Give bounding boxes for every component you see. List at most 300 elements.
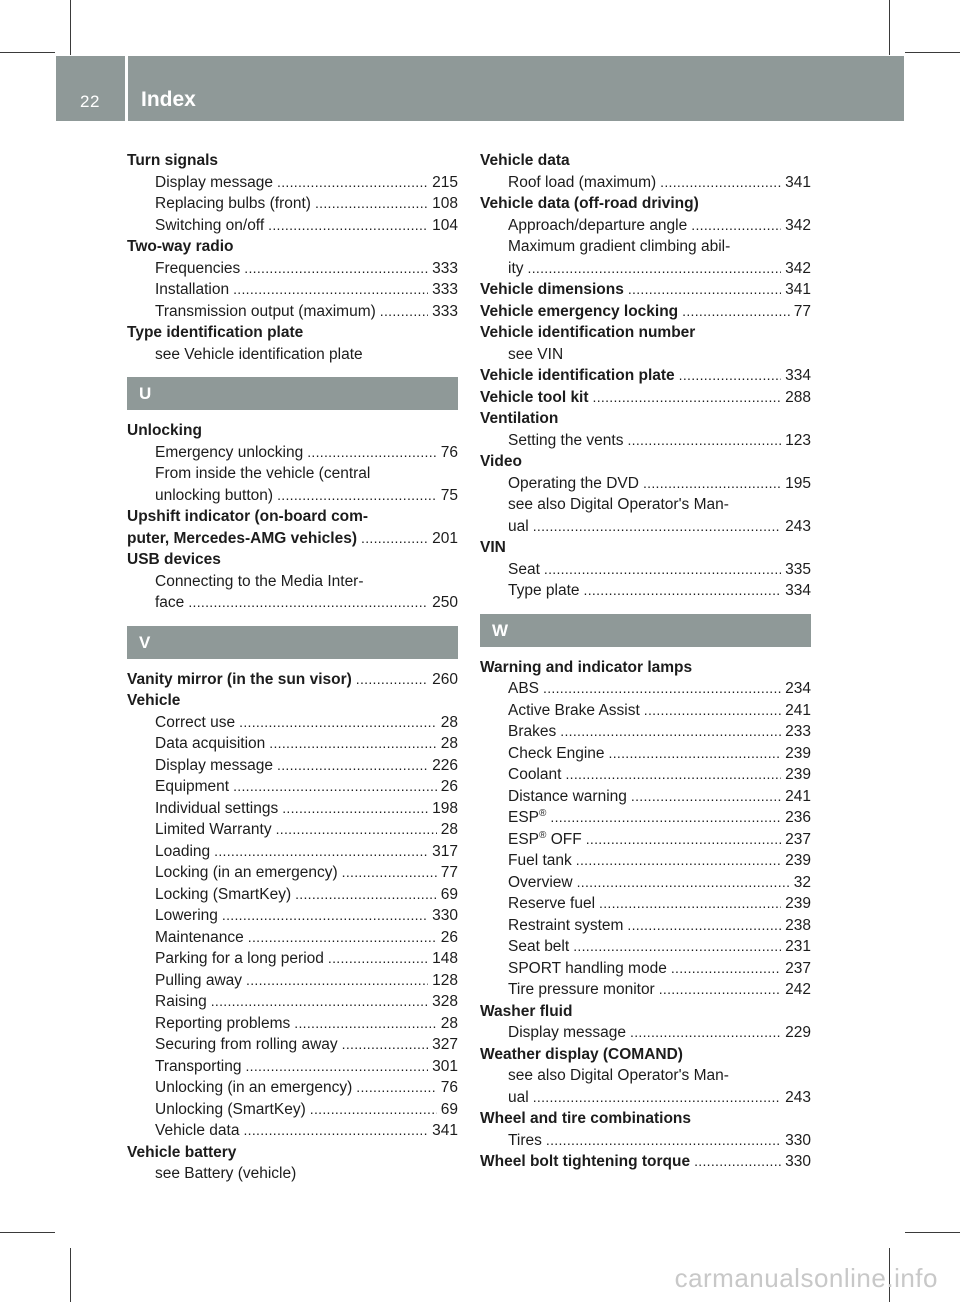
entry-text: Replacing bulbs (front)	[155, 195, 311, 212]
dot-leader	[533, 516, 781, 538]
letter-heading-v: V	[127, 626, 458, 659]
entry-text: unlocking button)	[155, 486, 274, 504]
index-entry	[480, 872, 811, 894]
dot-leader	[593, 387, 782, 409]
page-reference: 195	[785, 474, 811, 492]
page-reference: 239	[785, 852, 811, 869]
page-reference: 238	[785, 916, 811, 934]
page-reference: 239	[785, 766, 811, 783]
index-entry	[127, 258, 458, 280]
index-entry	[127, 905, 458, 927]
page-reference: 229	[785, 1024, 811, 1041]
index-entry	[127, 733, 458, 755]
page-reference: 330	[785, 1131, 811, 1149]
page-reference: 334	[785, 582, 811, 599]
entry-text: Correct use	[155, 713, 236, 731]
index-entry	[127, 506, 458, 528]
index-entry	[127, 669, 458, 691]
dot-leader	[307, 442, 437, 464]
entry-text: Distance warning	[508, 787, 627, 805]
crop-mark	[905, 52, 960, 53]
registered-mark: ®	[539, 829, 547, 841]
dot-leader	[328, 948, 428, 970]
page-reference: 128	[432, 971, 458, 989]
index-entry	[480, 850, 811, 872]
entry-text: Washer fluid	[480, 1002, 573, 1020]
entry-text: Two-way radio	[127, 238, 234, 255]
entry-text: puter, Mercedes-AMG vehicles)	[127, 529, 357, 547]
entry-text: Maintenance	[155, 928, 244, 946]
entry-text: USB devices	[127, 551, 221, 568]
dot-leader	[282, 798, 428, 820]
page-reference: 239	[785, 895, 811, 912]
entry-text: ABS	[508, 680, 540, 697]
dot-leader	[342, 862, 437, 884]
page-reference: 333	[432, 302, 458, 320]
dot-leader	[277, 755, 428, 777]
page-reference: 333	[432, 281, 458, 298]
entry-text: Locking (SmartKey)	[155, 885, 292, 903]
entry-text: ual	[508, 1088, 529, 1106]
entry-text: Equipment	[155, 778, 230, 795]
index-entry	[480, 387, 811, 409]
index-entry	[480, 279, 811, 301]
page-reference: 198	[432, 799, 458, 817]
watermark: carmanualsonline.info	[674, 1263, 938, 1293]
page-reference: 201	[432, 529, 458, 547]
section-title: Index	[141, 88, 196, 111]
dot-leader	[573, 936, 781, 958]
entry-text: Vehicle identification number	[480, 324, 696, 341]
page-reference: 77	[440, 864, 458, 881]
dot-leader	[550, 807, 781, 829]
index-entry	[127, 463, 458, 485]
index-group	[480, 657, 811, 1173]
page-reference: 215	[432, 173, 458, 191]
dot-leader	[627, 430, 781, 452]
index-entry	[480, 764, 811, 786]
dot-leader	[643, 473, 781, 495]
entry-text: Parking for a long period	[155, 950, 324, 967]
dot-leader	[543, 678, 781, 700]
dot-leader	[233, 279, 428, 301]
index-entry	[127, 1163, 458, 1185]
dot-leader	[544, 559, 781, 581]
index-entry	[480, 150, 811, 172]
entry-text: Data acquisition	[155, 735, 266, 752]
index-entry	[127, 927, 458, 949]
entry-text: Ventilation	[480, 410, 559, 427]
entry-text: Transmission output (maximum)	[155, 302, 376, 320]
index-entry	[480, 743, 811, 765]
index-entry	[480, 915, 811, 937]
dot-leader	[239, 712, 437, 734]
index-entry	[480, 172, 811, 194]
index-entry	[480, 1087, 811, 1109]
dot-leader	[276, 819, 437, 841]
entry-text: Roof load (maximum)	[508, 173, 657, 191]
entry-text: Unlocking (SmartKey)	[155, 1100, 306, 1118]
entry-text: Type plate	[508, 582, 580, 599]
page-reference: 243	[785, 517, 811, 535]
dot-leader	[576, 850, 781, 872]
dot-leader	[631, 786, 781, 808]
page-reference: 250	[432, 594, 458, 611]
dot-leader	[243, 1120, 428, 1142]
entry-text: Connecting to the Media Inter-	[155, 572, 364, 590]
index-entry	[127, 528, 458, 550]
dot-leader	[380, 301, 428, 323]
index-group	[480, 150, 811, 602]
page-number: 22	[80, 92, 100, 111]
dot-leader	[694, 1151, 781, 1173]
index-entry	[127, 884, 458, 906]
page-reference: 241	[785, 787, 811, 805]
index-entry	[480, 657, 811, 679]
page-reference: 341	[785, 173, 811, 191]
page-reference: 260	[432, 670, 458, 688]
entry-text: Vehicle battery	[127, 1143, 237, 1161]
index-entry	[127, 798, 458, 820]
entry-text: Raising	[155, 993, 207, 1010]
page-reference: 242	[785, 981, 811, 998]
dot-leader	[310, 1099, 437, 1121]
page-reference: 108	[432, 195, 458, 212]
page-reference: 69	[440, 885, 458, 903]
index-group	[127, 150, 458, 365]
index-entry	[127, 1056, 458, 1078]
entry-text: ESP® OFF	[508, 829, 582, 848]
index-entry	[480, 537, 811, 559]
index-entry	[127, 322, 458, 344]
entry-text: see Vehicle identification plate	[155, 345, 363, 363]
entry-text: Fuel tank	[508, 852, 572, 869]
dot-leader	[356, 669, 428, 691]
page-reference: 75	[440, 486, 458, 504]
index-entry	[127, 549, 458, 571]
index-entry	[127, 571, 458, 593]
dot-leader	[628, 279, 781, 301]
index-entry	[127, 819, 458, 841]
dot-leader	[246, 970, 428, 992]
entry-text: ual	[508, 517, 529, 535]
entry-text: Overview	[508, 873, 573, 891]
index-column-left	[127, 150, 458, 1185]
dot-leader	[361, 528, 428, 550]
dot-leader	[644, 700, 781, 722]
entry-text: Display message	[155, 173, 274, 191]
entry-text: Limited Warranty	[155, 821, 272, 838]
entry-text: Vehicle	[127, 692, 181, 709]
index-entry	[480, 344, 811, 366]
index-entry	[127, 592, 458, 614]
index-entry	[127, 1034, 458, 1056]
index-entry	[127, 1077, 458, 1099]
index-entry	[127, 236, 458, 258]
page-reference: 148	[432, 950, 458, 967]
page-reference: 335	[785, 560, 811, 578]
header-divider	[125, 56, 128, 121]
page-reference: 69	[440, 1100, 458, 1118]
dot-leader	[222, 905, 428, 927]
index-entry	[480, 1108, 811, 1130]
index-entry	[480, 473, 811, 495]
dot-leader	[277, 485, 437, 507]
entry-text: Restraint system	[508, 916, 624, 934]
page-reference: 236	[785, 809, 811, 826]
dot-leader	[659, 979, 781, 1001]
dot-leader	[584, 580, 782, 602]
page-reference: 76	[440, 1079, 458, 1096]
entry-text: Upshift indicator (on-board com-	[127, 508, 369, 525]
entry-text: SPORT handling mode	[508, 959, 667, 977]
crop-mark	[889, 0, 890, 55]
crop-mark	[0, 1232, 55, 1233]
entry-text: Vehicle tool kit	[480, 388, 589, 406]
dot-leader	[679, 365, 781, 387]
page-reference: 328	[432, 993, 458, 1010]
index-entry	[480, 365, 811, 387]
entry-text: Brakes	[508, 723, 557, 740]
page-reference: 231	[785, 938, 811, 955]
entry-text: Vehicle emergency locking	[480, 302, 679, 320]
page-reference: 327	[432, 1036, 458, 1053]
dot-leader	[295, 884, 437, 906]
index-entry	[480, 193, 811, 215]
page-reference: 237	[785, 830, 811, 848]
page-reference: 301	[432, 1057, 458, 1075]
index-entry	[480, 1044, 811, 1066]
index-entry	[480, 408, 811, 430]
dot-leader	[294, 1013, 436, 1035]
dot-leader	[586, 829, 781, 851]
page-reference: 237	[785, 959, 811, 977]
index-entry	[127, 841, 458, 863]
index-entry	[480, 430, 811, 452]
entry-text: Weather display (COMAND)	[480, 1045, 683, 1063]
index-entry	[480, 322, 811, 344]
entry-text: Warning and indicator lamps	[480, 658, 693, 676]
entry-text: Reporting problems	[155, 1014, 291, 1032]
index-entry	[127, 279, 458, 301]
index-entry	[127, 776, 458, 798]
index-entry	[127, 150, 458, 172]
dot-leader	[691, 215, 781, 237]
dot-leader	[269, 733, 436, 755]
index-entry	[127, 755, 458, 777]
page-reference: 330	[785, 1153, 811, 1170]
dot-leader	[268, 215, 428, 237]
dot-leader	[214, 841, 428, 863]
index-entry	[480, 494, 811, 516]
index-entry	[480, 301, 811, 323]
page-reference: 330	[432, 907, 458, 924]
dot-leader	[244, 258, 428, 280]
dot-leader	[682, 301, 790, 323]
index-entry	[480, 451, 811, 473]
index-entry	[127, 991, 458, 1013]
dot-leader	[630, 1022, 781, 1044]
index-entry	[127, 1013, 458, 1035]
index-entry	[127, 1099, 458, 1121]
entry-text: Turn signals	[127, 152, 219, 169]
crop-mark	[70, 0, 71, 55]
index-entry	[127, 442, 458, 464]
entry-text: Coolant	[508, 766, 562, 783]
index-entry	[127, 948, 458, 970]
index-entry	[480, 958, 811, 980]
index-entry	[127, 172, 458, 194]
index-entry	[480, 215, 811, 237]
index-entry	[480, 1130, 811, 1152]
index-entry	[480, 786, 811, 808]
entry-text: Tires	[508, 1131, 542, 1149]
entry-text: Wheel bolt tightening torque	[480, 1153, 691, 1170]
page-reference: 342	[785, 216, 811, 234]
entry-text: Seat	[508, 560, 540, 578]
page-reference: 243	[785, 1088, 811, 1106]
page-reference: 77	[793, 302, 811, 320]
index-entry	[480, 979, 811, 1001]
index-entry	[127, 344, 458, 366]
entry-text: Reserve fuel	[508, 895, 596, 912]
entry-text: Vehicle data (off-road driving)	[480, 195, 699, 212]
index-entry	[480, 258, 811, 280]
page-reference: 28	[440, 1014, 458, 1032]
page-reference: 28	[440, 821, 458, 838]
entry-text: Unlocking (in an emergency)	[155, 1079, 353, 1096]
dot-leader	[560, 721, 781, 743]
entry-text: Unlocking	[127, 422, 202, 439]
index-entry	[480, 807, 811, 829]
index-entry	[480, 580, 811, 602]
entry-text: Setting the vents	[508, 431, 624, 449]
entry-text: Wheel and tire combinations	[480, 1110, 691, 1127]
entry-text: Vanity mirror (in the sun visor)	[127, 670, 352, 688]
entry-text: Check Engine	[508, 744, 605, 762]
entry-text: face	[155, 594, 185, 611]
entry-text: see VIN	[508, 345, 564, 363]
crop-mark	[70, 1248, 71, 1302]
index-entry	[480, 678, 811, 700]
page-reference: 288	[785, 388, 811, 406]
page-reference: 341	[432, 1122, 458, 1139]
entry-text: Vehicle dimensions	[480, 281, 624, 298]
dot-leader	[660, 172, 781, 194]
index-entry	[127, 420, 458, 442]
entry-text: see also Digital Operator's Man-	[508, 1067, 729, 1084]
entry-text: Maximum gradient climbing abil-	[508, 238, 731, 255]
index-group	[127, 669, 458, 1185]
page-reference: 234	[785, 680, 811, 697]
page-reference: 226	[432, 756, 458, 774]
index-group	[127, 420, 458, 614]
entry-text: see also Digital Operator's Man-	[508, 496, 729, 513]
dot-leader	[233, 776, 437, 798]
entry-text: Tire pressure monitor	[508, 981, 655, 998]
index-entry	[127, 215, 458, 237]
entry-text: Approach/departure angle	[508, 216, 688, 234]
index-entry	[480, 559, 811, 581]
dot-leader	[315, 193, 428, 215]
page-reference: 233	[785, 723, 811, 740]
page-reference: 123	[785, 431, 811, 449]
page-reference: 334	[785, 367, 811, 384]
index-entry	[480, 236, 811, 258]
entry-text: Operating the DVD	[508, 474, 639, 492]
entry-text: From inside the vehicle (central	[155, 465, 371, 482]
index-column-right	[480, 150, 811, 1173]
entry-text: Installation	[155, 281, 230, 298]
page-reference: 342	[785, 259, 811, 277]
index-entry	[127, 1142, 458, 1164]
letter-heading-w: W	[480, 614, 811, 647]
index-entry	[480, 1022, 811, 1044]
index-entry	[480, 893, 811, 915]
dot-leader	[546, 1130, 781, 1152]
registered-mark: ®	[539, 807, 547, 819]
dot-leader	[356, 1077, 436, 1099]
entry-text: see Battery (vehicle)	[155, 1165, 297, 1182]
entry-text: Vehicle data	[155, 1122, 240, 1139]
page-reference: 26	[440, 928, 458, 946]
crop-mark	[905, 1232, 960, 1233]
letter-heading-u: U	[127, 377, 458, 410]
entry-text: Display message	[155, 756, 274, 774]
page-reference: 341	[785, 281, 811, 298]
entry-text: Switching on/off	[155, 216, 265, 234]
entry-text: Display message	[508, 1024, 627, 1041]
dot-leader	[599, 893, 781, 915]
index-entry	[480, 829, 811, 851]
index-entry	[127, 485, 458, 507]
entry-text: ity	[508, 259, 524, 277]
page-reference: 28	[440, 735, 458, 752]
entry-text: Emergency unlocking	[155, 443, 304, 461]
dot-leader	[188, 592, 428, 614]
entry-text: Pulling away	[155, 971, 243, 989]
entry-text: Vehicle identification plate	[480, 367, 675, 384]
index-entry	[480, 516, 811, 538]
index-entry	[480, 1151, 811, 1173]
index-entry	[480, 721, 811, 743]
dot-leader	[277, 172, 428, 194]
entry-text: Frequencies	[155, 259, 241, 277]
entry-text: Loading	[155, 842, 211, 860]
page-reference: 104	[432, 216, 458, 234]
entry-text: Securing from rolling away	[155, 1036, 338, 1053]
dot-leader	[533, 1087, 781, 1109]
entry-text: Active Brake Assist	[508, 701, 640, 719]
index-entry	[127, 690, 458, 712]
index-entry	[480, 936, 811, 958]
dot-leader	[627, 915, 781, 937]
page-reference: 28	[440, 713, 458, 731]
dot-leader	[565, 764, 781, 786]
crop-mark	[0, 52, 55, 53]
entry-text: ESP®	[508, 807, 547, 826]
page-reference: 32	[793, 873, 811, 891]
page-reference: 317	[432, 842, 458, 860]
page-reference: 333	[432, 259, 458, 277]
entry-text: Vehicle data	[480, 152, 570, 169]
page-reference: 26	[440, 778, 458, 795]
dot-leader	[211, 991, 428, 1013]
index-entry	[127, 301, 458, 323]
entry-text: Transporting	[155, 1057, 242, 1075]
dot-leader	[528, 258, 782, 280]
page-reference: 76	[440, 443, 458, 461]
